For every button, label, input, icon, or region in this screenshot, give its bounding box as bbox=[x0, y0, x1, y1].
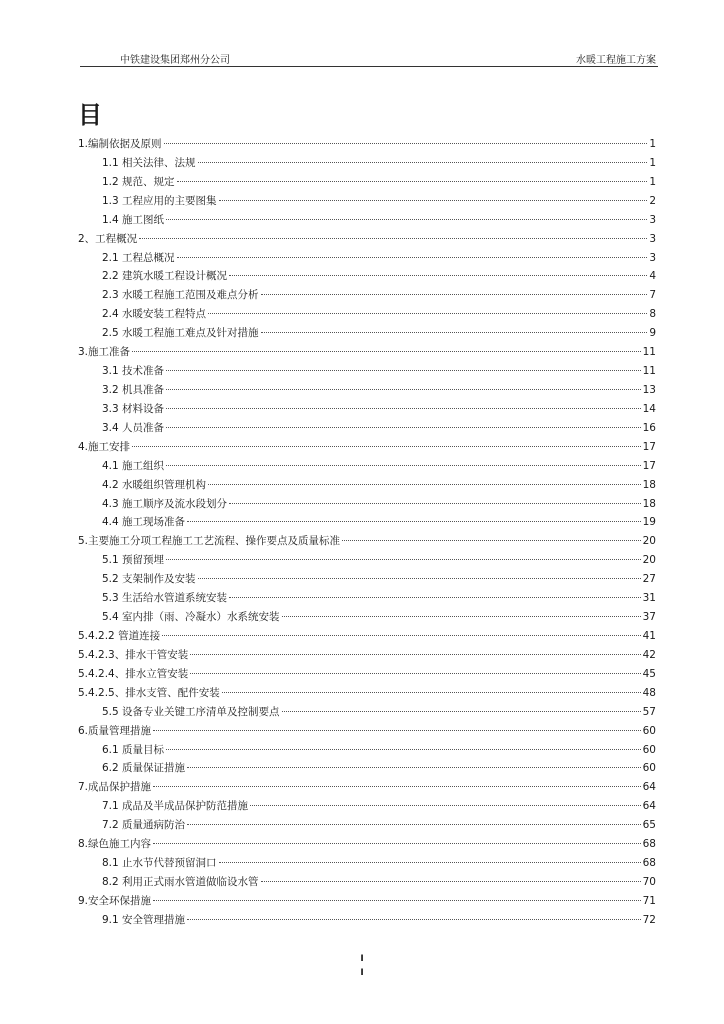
toc-dot-leader bbox=[177, 257, 648, 258]
toc-entry-page: 16 bbox=[642, 421, 656, 434]
toc-entry-page: 3 bbox=[649, 251, 656, 264]
toc-entry[interactable] bbox=[78, 173, 656, 192]
toc-entry[interactable] bbox=[78, 532, 656, 551]
toc-entry[interactable] bbox=[78, 249, 656, 268]
toc-dot-leader bbox=[198, 578, 641, 579]
toc-dot-leader bbox=[164, 143, 648, 144]
toc-dot-leader bbox=[219, 200, 648, 201]
toc-dot-leader bbox=[166, 559, 641, 560]
toc-dot-leader bbox=[261, 881, 641, 882]
toc-dot-leader bbox=[219, 862, 641, 863]
toc-entry-label: 6.1 质量目标 bbox=[102, 743, 165, 756]
toc-entry-page: 3 bbox=[649, 232, 656, 245]
toc-entry-page: 11 bbox=[642, 365, 656, 378]
toc-dot-leader bbox=[229, 503, 641, 504]
toc-dot-leader bbox=[153, 843, 641, 844]
toc-entry-page: 71 bbox=[642, 894, 656, 907]
toc-entry-label: 5.2 支架制作及安装 bbox=[102, 573, 196, 586]
toc-dot-leader bbox=[177, 181, 648, 182]
toc-entry-page: 14 bbox=[642, 402, 656, 415]
toc-entry-page: 31 bbox=[642, 592, 656, 605]
toc-dot-leader bbox=[166, 749, 641, 750]
toc-entry-label: 9.1 安全管理措施 bbox=[102, 913, 186, 926]
toc-entry[interactable] bbox=[78, 589, 656, 608]
toc-entry-label: 3.3 材料设备 bbox=[102, 402, 165, 415]
toc-entry-page: 64 bbox=[642, 781, 656, 794]
toc-dot-leader bbox=[166, 465, 641, 466]
toc-entry[interactable] bbox=[78, 646, 656, 665]
toc-dot-leader bbox=[166, 219, 647, 220]
toc-entry-page: 42 bbox=[642, 648, 656, 661]
table-of-contents bbox=[78, 135, 656, 930]
toc-entry-page: 1 bbox=[649, 138, 656, 150]
toc-entry-page: 8 bbox=[649, 308, 656, 321]
header-doc-title: 水暖工程施工方案 bbox=[576, 55, 656, 66]
toc-entry[interactable] bbox=[78, 892, 656, 911]
toc-dot-leader bbox=[282, 711, 641, 712]
toc-entry-page: 64 bbox=[642, 800, 656, 813]
toc-dot-leader bbox=[190, 654, 640, 655]
toc-entry-page: 60 bbox=[642, 743, 656, 756]
toc-dot-leader bbox=[166, 427, 641, 428]
toc-entry-label: 4.施工安排 bbox=[78, 440, 131, 453]
toc-entry-page: 37 bbox=[642, 611, 656, 624]
toc-entry[interactable] bbox=[78, 911, 656, 930]
toc-entry[interactable] bbox=[78, 154, 656, 173]
toc-entry-label: 8.绿色施工内容 bbox=[78, 838, 152, 851]
toc-entry[interactable] bbox=[78, 513, 656, 532]
toc-dot-leader bbox=[282, 616, 641, 617]
page-number-mark: I bbox=[360, 968, 364, 978]
toc-entry-page: 1 bbox=[649, 175, 656, 188]
toc-dot-leader bbox=[139, 238, 647, 239]
toc-entry[interactable] bbox=[78, 286, 656, 305]
toc-entry-label: 5.1 预留预埋 bbox=[102, 554, 165, 567]
toc-dot-leader bbox=[166, 389, 641, 390]
toc-entry-label: 1.2 规范、规定 bbox=[102, 175, 175, 188]
toc-dot-leader bbox=[261, 332, 648, 333]
toc-entry[interactable] bbox=[78, 816, 656, 835]
toc-dot-leader bbox=[208, 313, 647, 314]
toc-entry-page: 60 bbox=[642, 724, 656, 737]
toc-entry-page: 60 bbox=[642, 762, 656, 775]
toc-entry[interactable] bbox=[78, 835, 656, 854]
toc-entry[interactable] bbox=[78, 230, 656, 249]
toc-entry-page: 13 bbox=[642, 383, 656, 396]
toc-entry[interactable] bbox=[78, 381, 656, 400]
toc-entry[interactable] bbox=[78, 305, 656, 324]
toc-entry-label: 1.4 施工图纸 bbox=[102, 213, 165, 226]
toc-entry-label: 2.4 水暖安装工程特点 bbox=[102, 308, 207, 321]
toc-entry-label: 9.安全环保措施 bbox=[78, 894, 152, 907]
toc-entry-page: 27 bbox=[642, 573, 656, 586]
toc-entry-label: 3.1 技术准备 bbox=[102, 365, 165, 378]
toc-entry-label: 2、工程概况 bbox=[78, 232, 138, 245]
toc-entry-label: 5.5 设备专业关键工序清单及控制要点 bbox=[102, 705, 280, 718]
toc-entry[interactable] bbox=[78, 873, 656, 892]
toc-entry-label: 2.2 建筑水暖工程设计概况 bbox=[102, 270, 228, 283]
toc-entry-page: 20 bbox=[642, 535, 656, 548]
toc-entry-page: 57 bbox=[642, 705, 656, 718]
toc-entry-page: 9 bbox=[649, 327, 656, 340]
toc-entry-label: 4.3 施工顺序及流水段划分 bbox=[102, 497, 228, 510]
page-number-mark: I bbox=[360, 954, 364, 964]
toc-entry[interactable] bbox=[78, 703, 656, 722]
toc-entry-page: 70 bbox=[642, 875, 656, 888]
toc-entry-label: 7.2 质量通病防治 bbox=[102, 819, 186, 832]
toc-dot-leader bbox=[166, 370, 641, 371]
toc-entry[interactable] bbox=[78, 608, 656, 627]
toc-entry-label: 5.主要施工分项工程施工工艺流程、操作要点及质量标准 bbox=[78, 535, 341, 548]
toc-entry-label: 7.1 成品及半成品保护防范措施 bbox=[102, 800, 249, 813]
toc-entry-label: 5.4 室内排（雨、冷凝水）水系统安装 bbox=[102, 611, 280, 624]
toc-entry-label: 5.4.2.5、排水支管、配件安装 bbox=[78, 686, 220, 699]
toc-entry-page: 3 bbox=[649, 213, 656, 226]
toc-entry-page: 17 bbox=[642, 459, 656, 472]
toc-entry[interactable] bbox=[78, 400, 656, 419]
toc-entry[interactable] bbox=[78, 211, 656, 230]
toc-entry[interactable] bbox=[78, 495, 656, 514]
toc-entry[interactable] bbox=[78, 476, 656, 495]
toc-entry[interactable] bbox=[78, 343, 656, 362]
toc-entry-label: 5.4.2.3、排水干管安装 bbox=[78, 648, 189, 661]
toc-entry[interactable] bbox=[78, 627, 656, 646]
toc-entry[interactable] bbox=[78, 324, 656, 343]
toc-entry-label: 2.3 水暖工程施工范围及难点分析 bbox=[102, 289, 259, 302]
toc-dot-leader bbox=[342, 540, 641, 541]
toc-dot-leader bbox=[222, 692, 641, 693]
toc-entry-label: 3.施工准备 bbox=[78, 346, 131, 359]
toc-entry-page: 72 bbox=[642, 913, 656, 926]
toc-dot-leader bbox=[229, 597, 641, 598]
toc-entry-page: 41 bbox=[642, 629, 656, 642]
toc-entry-label: 1.3 工程应用的主要图集 bbox=[102, 194, 217, 207]
toc-entry-label: 2.1 工程总概况 bbox=[102, 251, 175, 264]
toc-entry-page: 68 bbox=[642, 838, 656, 851]
toc-entry-label: 2.5 水暖工程施工难点及针对措施 bbox=[102, 327, 259, 340]
toc-entry-page: 2 bbox=[649, 194, 656, 207]
toc-dot-leader bbox=[190, 673, 640, 674]
header-company: 中铁建设集团郑州分公司 bbox=[120, 55, 230, 66]
toc-entry-label: 8.1 止水节代替预留洞口 bbox=[102, 857, 217, 870]
page-header bbox=[80, 48, 658, 67]
toc-entry-label: 3.4 人员准备 bbox=[102, 421, 165, 434]
toc-dot-leader bbox=[187, 824, 641, 825]
toc-entry-label: 6.质量管理措施 bbox=[78, 724, 152, 737]
toc-entry-label: 6.2 质量保证措施 bbox=[102, 762, 186, 775]
toc-entry-page: 45 bbox=[642, 667, 656, 680]
toc-dot-leader bbox=[166, 408, 641, 409]
toc-entry-label: 5.3 生活给水管道系统安装 bbox=[102, 592, 228, 605]
toc-entry-label: 5.4.2.2 管道连接 bbox=[78, 629, 161, 642]
toc-entry-page: 4 bbox=[649, 270, 656, 283]
toc-dot-leader bbox=[187, 919, 641, 920]
toc-entry[interactable] bbox=[78, 778, 656, 797]
toc-entry[interactable] bbox=[78, 551, 656, 570]
toc-dot-leader bbox=[153, 900, 641, 901]
toc-entry-label: 1.编制依据及原则 bbox=[78, 138, 162, 150]
toc-dot-leader bbox=[187, 767, 641, 768]
toc-entry[interactable] bbox=[78, 457, 656, 476]
toc-entry[interactable] bbox=[78, 665, 656, 684]
toc-entry-label: 1.1 相关法律、法规 bbox=[102, 156, 196, 169]
toc-entry-page: 1 bbox=[649, 156, 656, 169]
toc-entry-page: 65 bbox=[642, 819, 656, 832]
toc-dot-leader bbox=[229, 275, 647, 276]
toc-entry[interactable] bbox=[78, 797, 656, 816]
page-footer bbox=[0, 952, 724, 980]
toc-entry-label: 8.2 利用正式雨水管道做临设水管 bbox=[102, 875, 259, 888]
toc-dot-leader bbox=[250, 805, 641, 806]
toc-entry[interactable] bbox=[78, 438, 656, 457]
toc-entry-page: 68 bbox=[642, 857, 656, 870]
toc-entry-label: 4.4 施工现场准备 bbox=[102, 516, 186, 529]
toc-dot-leader bbox=[153, 730, 641, 731]
toc-entry-label: 7.成品保护措施 bbox=[78, 781, 152, 794]
toc-entry-page: 18 bbox=[642, 478, 656, 491]
toc-entry[interactable] bbox=[78, 192, 656, 211]
toc-entry[interactable] bbox=[78, 741, 656, 760]
toc-entry-page: 19 bbox=[642, 516, 656, 529]
toc-entry-label: 4.2 水暖组织管理机构 bbox=[102, 478, 207, 491]
toc-entry-label: 3.2 机具准备 bbox=[102, 383, 165, 396]
toc-dot-leader bbox=[261, 294, 648, 295]
toc-entry-page: 18 bbox=[642, 497, 656, 510]
toc-entry-label: 5.4.2.4、排水立管安装 bbox=[78, 667, 189, 680]
toc-dot-leader bbox=[132, 351, 641, 352]
toc-dot-leader bbox=[187, 521, 641, 522]
toc-entry-page: 20 bbox=[642, 554, 656, 567]
toc-dot-leader bbox=[132, 446, 641, 447]
toc-entry[interactable] bbox=[78, 684, 656, 703]
toc-entry-page: 48 bbox=[642, 686, 656, 699]
toc-dot-leader bbox=[162, 635, 641, 636]
toc-title: 目 bbox=[78, 101, 102, 129]
toc-entry[interactable] bbox=[78, 362, 656, 381]
toc-entry[interactable] bbox=[78, 135, 656, 154]
toc-entry[interactable] bbox=[78, 570, 656, 589]
toc-entry[interactable] bbox=[78, 759, 656, 778]
toc-entry-page: 7 bbox=[649, 289, 656, 302]
toc-entry-page: 17 bbox=[642, 440, 656, 453]
toc-entry-label: 4.1 施工组织 bbox=[102, 459, 165, 472]
toc-dot-leader bbox=[198, 162, 648, 163]
toc-entry[interactable] bbox=[78, 419, 656, 438]
toc-entry[interactable] bbox=[78, 267, 656, 286]
toc-dot-leader bbox=[153, 786, 641, 787]
toc-entry[interactable] bbox=[78, 854, 656, 873]
toc-dot-leader bbox=[208, 484, 641, 485]
toc-entry-page: 11 bbox=[642, 346, 656, 359]
toc-entry[interactable] bbox=[78, 722, 656, 741]
